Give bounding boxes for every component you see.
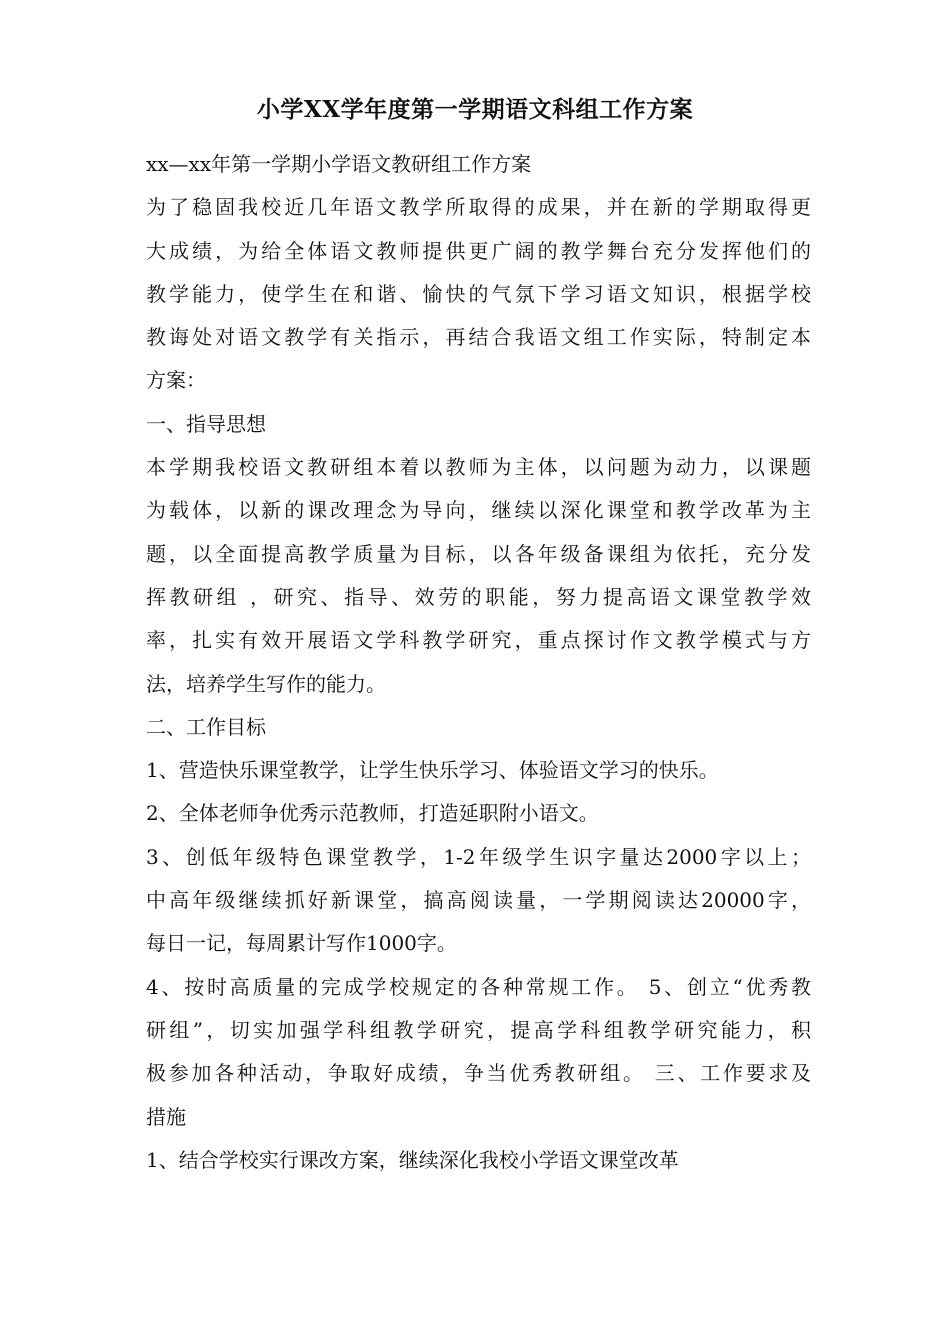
body-line: 本学期我校语文教研组本着以教师为主体，以问题为动力，以课题: [146, 455, 811, 480]
body-line: 教学能力，使学生在和谐、愉快的气氛下学习语文知识，根据学校: [146, 281, 811, 306]
body-line: 率，扎实有效开展语文学科教学研究，重点探讨作文教学模式与方: [146, 628, 811, 653]
body-line: 挥教研组 ，研究、指导、效劳的职能，努力提高语文课堂教学效: [146, 584, 811, 609]
body-line: 研组”，切实加强学科组教学研究，提高学科组教学研究能力，积: [146, 1017, 811, 1042]
body-line: 二、工作目标: [146, 714, 266, 739]
document-body: [146, 143, 811, 1182]
body-line: 大成绩，为给全体语文教师提供更广阔的教学舞台充分发挥他们的: [146, 238, 811, 263]
body-line: 1、营造快乐课堂教学，让学生快乐学习、体验语文学习的快乐。: [146, 758, 719, 783]
body-line: 法，培养学生写作的能力。: [146, 671, 386, 696]
body-line: 中高年级继续抓好新课堂，搞高阅读量，一学期阅读达20000字，: [146, 888, 811, 913]
body-line: 方案：: [146, 368, 206, 393]
body-line: 2、全体老师争优秀示范教师，打造延职附小语文。: [146, 801, 599, 826]
body-line: 3、创低年级特色课堂教学，1-2年级学生识字量达2000字以上；: [146, 844, 811, 869]
body-line: 教诲处对语文教学有关指示，再结合我语文组工作实际，特制定本: [146, 325, 811, 350]
body-line: 题，以全面提高教学质量为目标，以各年级备课组为依托，充分发: [146, 541, 811, 566]
body-line: 1、结合学校实行课改方案，继续深化我校小学语文课堂改革: [146, 1147, 679, 1172]
body-line: 一、指导思想: [146, 411, 266, 436]
document-title: 小学XX学年度第一学期语文科组工作方案: [256, 96, 694, 123]
body-line: 极参加各种活动，争取好成绩，争当优秀教研组。 三、工作要求及: [146, 1061, 811, 1086]
body-line: 措施: [146, 1104, 186, 1129]
body-line: 每日一记，每周累计写作1000字。: [146, 931, 457, 956]
body-line: 为载体，以新的课改理念为导向，继续以深化课堂和教学改革为主: [146, 498, 811, 523]
body-line: 为了稳固我校近几年语文教学所取得的成果，并在新的学期取得更: [146, 195, 811, 220]
body-line: 4、按时高质量的完成学校规定的各种常规工作。 5、创立“优秀教: [146, 974, 811, 999]
body-line: xx—xx年第一学期小学语文教研组工作方案: [146, 152, 532, 176]
